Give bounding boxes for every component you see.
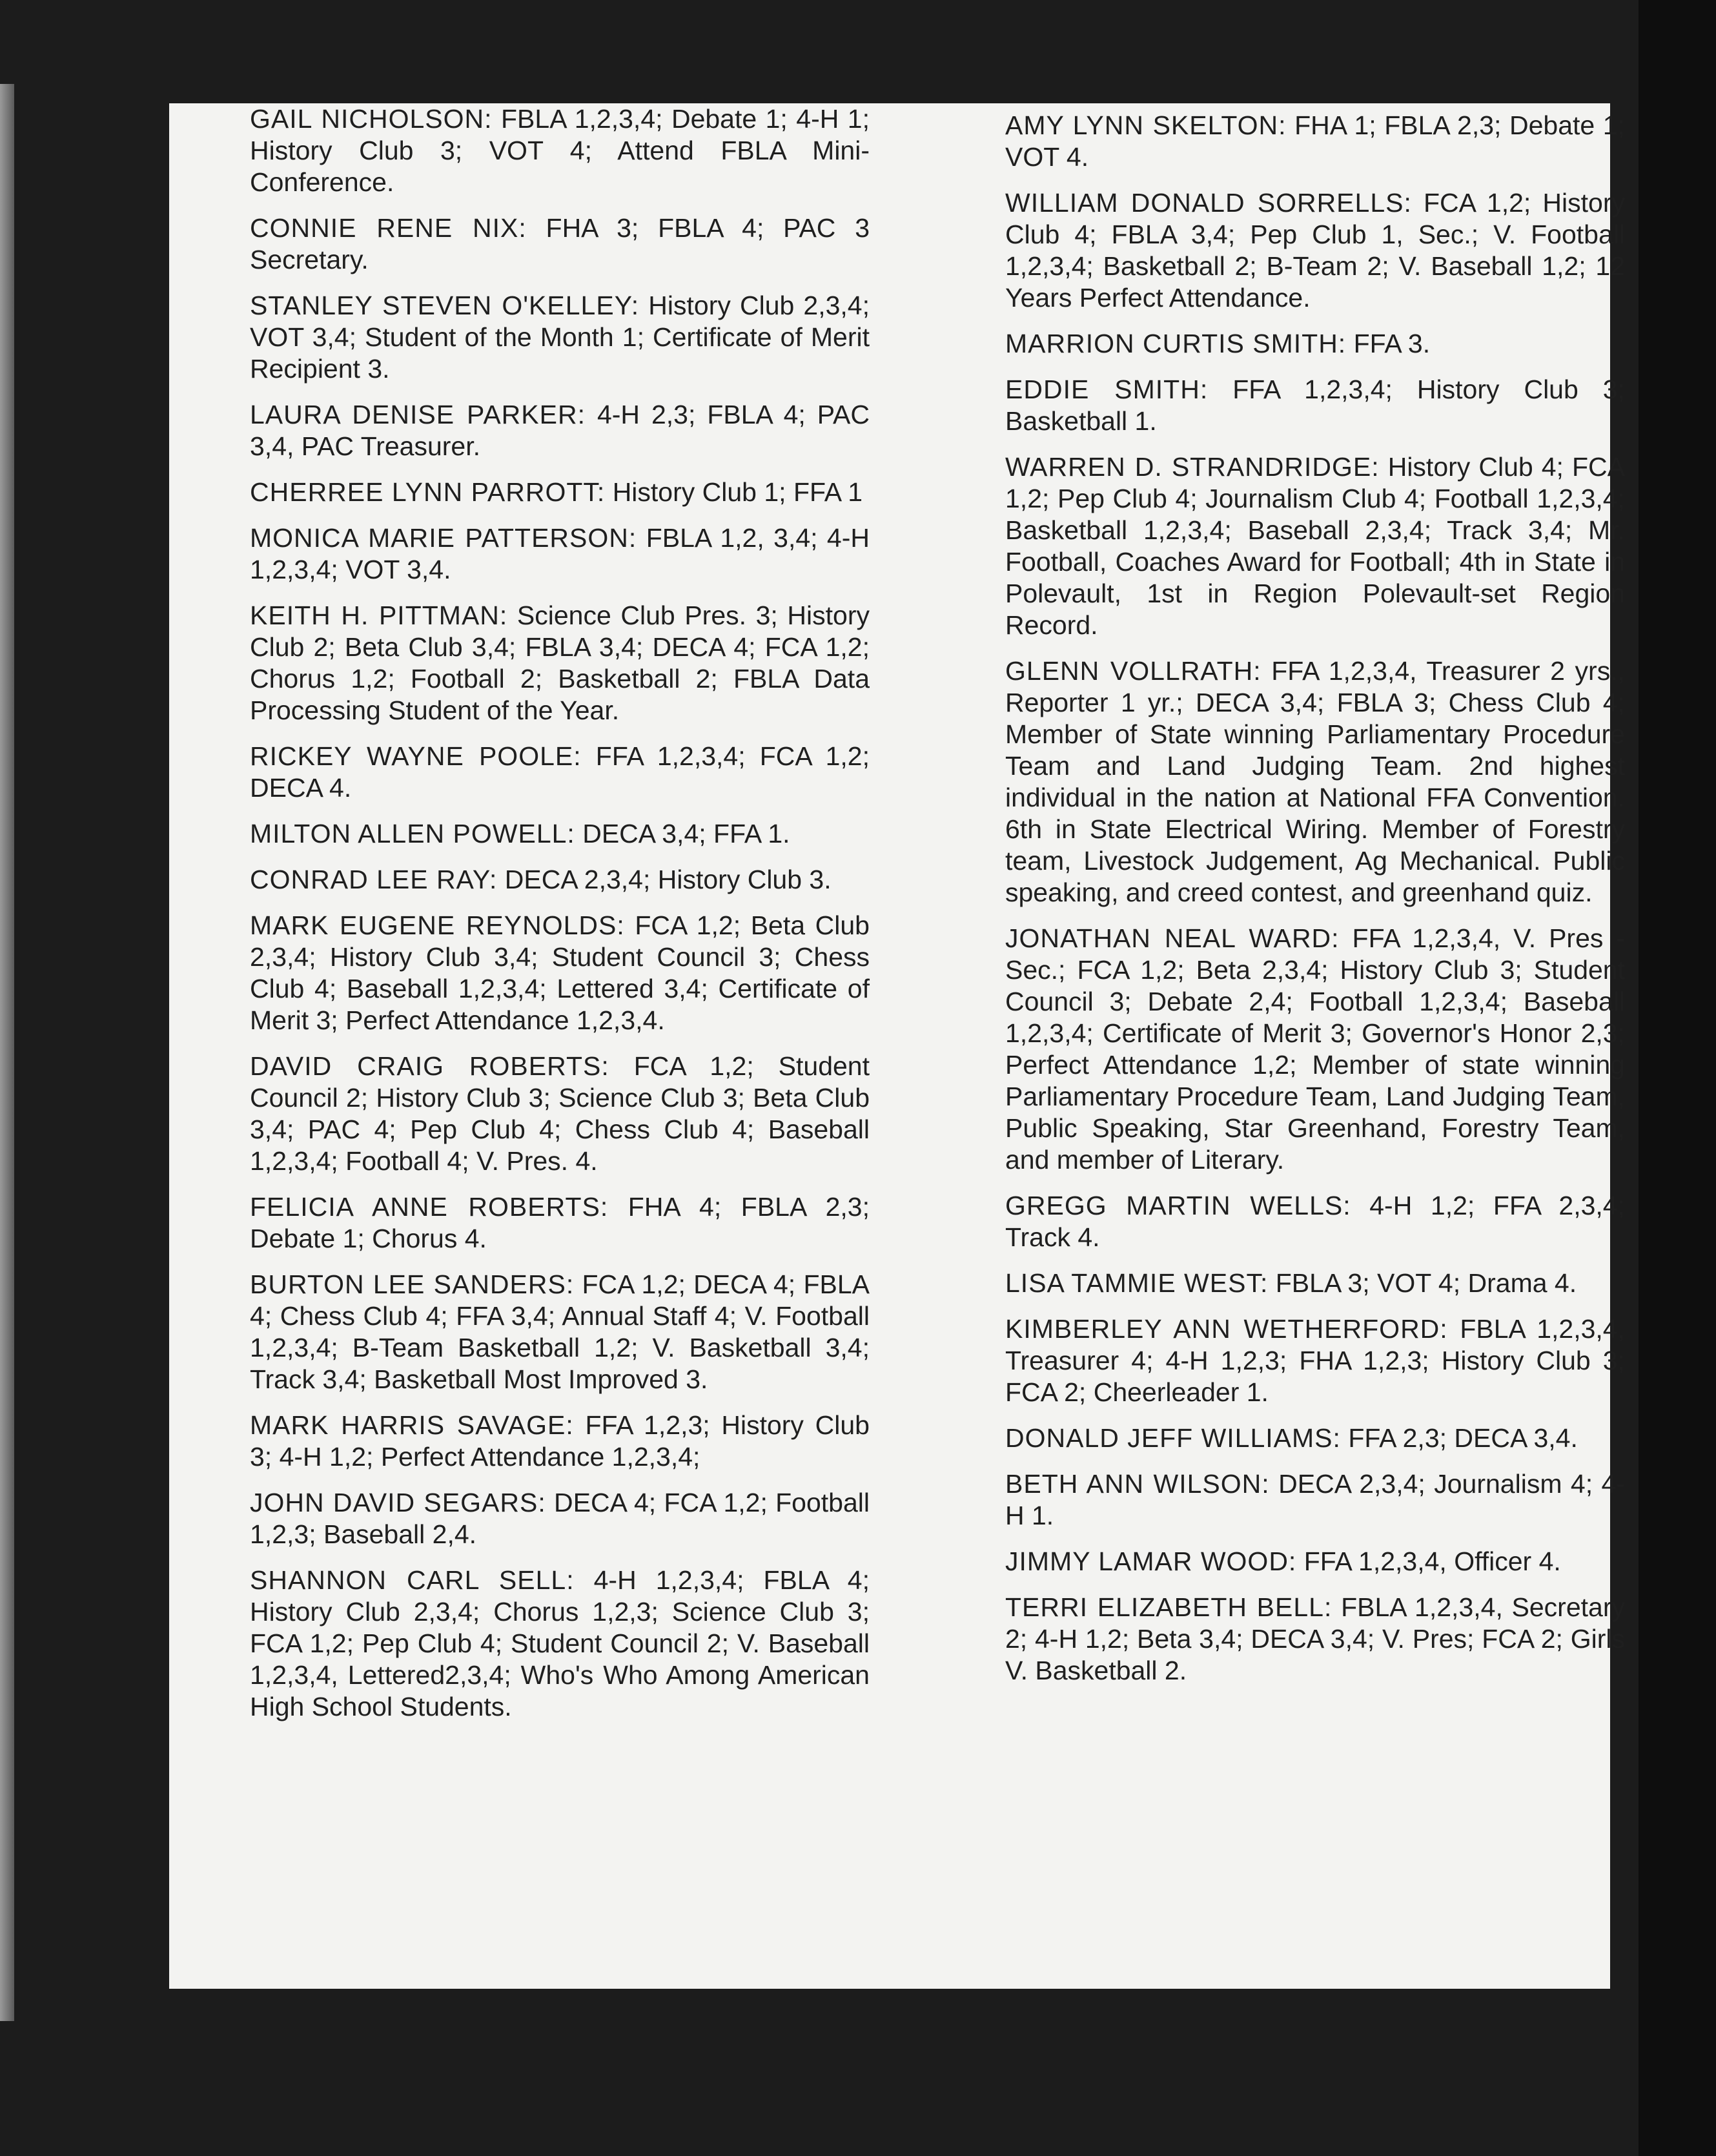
student-name: MARRION CURTIS SMITH: — [1005, 329, 1347, 358]
student-name: CONRAD LEE RAY: — [250, 865, 498, 894]
student-activities: FCA 1,2; Beta Club 2,3,4; History Club 3,4; Student Council 3; Chess Club 4; Baseball 1,2,3,4; Lettered 3,4; Certificate of Merit 3; Perfect Attendance 1,2,3,4. — [250, 910, 870, 1035]
student-name: LISA TAMMIE WEST: — [1005, 1268, 1269, 1298]
left-column — [250, 103, 870, 1737]
student-activities: FFA 3. — [1353, 329, 1431, 358]
student-activities: History Club 1; FFA 1 — [612, 477, 863, 507]
student-activities: FBLA 1,2,3,4; Debate 1; 4-H 1; History Club 3; VOT 4; Attend FBLA Mini-Conference. — [250, 104, 870, 197]
student-activities: Science Club Pres. 3; History Club 2; Beta Club 3,4; FBLA 3,4; DECA 4; FCA 1,2; Chorus 1,2; Football 2; Basketball 2; FBLA Data Processing Student of the Year. — [250, 601, 870, 725]
student-activities: FFA 1,2,3; History Club 3; 4-H 1,2; Perfect Attendance 1,2,3,4; — [250, 1410, 870, 1472]
senior-entry — [1005, 1468, 1625, 1532]
student-name: RICKEY WAYNE POOLE: — [250, 741, 582, 771]
senior-entry — [250, 1410, 870, 1473]
senior-entry — [250, 1191, 870, 1255]
student-name: DAVID CRAIG ROBERTS: — [250, 1051, 609, 1081]
student-name: TERRI ELIZABETH BELL: — [1005, 1592, 1333, 1622]
senior-entry — [1005, 1190, 1625, 1253]
student-activities: History Club 2,3,4; VOT 3,4; Student of the Month 1; Certificate of Merit Recipient 3. — [250, 291, 870, 384]
student-name: STANLEY STEVEN O'KELLEY: — [250, 291, 640, 320]
student-activities: FFA 1,2,3,4, V. Pres - Sec.; FCA 1,2; Beta 2,3,4; History Club 3; Student Council 3; Debate 2,4; Football 1,2,3,4; Baseball 1,2,3,4; Certificate of Merit 3; Governor's Honor 2,3; Perfect Attendance 1,2; Member of state winning Parliamentary Procedure Team, Land Judging Team, Public Speaking, Star Greenhand, Forestry Team, and member of Literary. — [1005, 923, 1625, 1175]
senior-entry — [250, 818, 870, 850]
senior-entry — [250, 1487, 870, 1550]
student-activities: FCA 1,2; Student Council 2; History Club 3; Science Club 3; Beta Club 3,4; PAC 4; Pep Club 4; Chess Club 4; Baseball 1,2,3,4; Football 4; V. Pres. 4. — [250, 1051, 870, 1176]
senior-entry — [250, 1565, 870, 1723]
student-activities: FFA 1,2,3,4; History Club 3; Basketball 1. — [1005, 375, 1625, 436]
student-name: MARK EUGENE REYNOLDS: — [250, 910, 625, 940]
senior-entry — [1005, 923, 1625, 1176]
student-activities: FBLA 1,2, 3,4; 4-H 1,2,3,4; VOT 3,4. — [250, 523, 870, 584]
student-activities: DECA 3,4; FFA 1. — [582, 819, 790, 848]
student-activities: FFA 1,2,3,4; FCA 1,2; DECA 4. — [250, 741, 870, 803]
student-name: WILLIAM DONALD SORRELLS: — [1005, 188, 1412, 218]
student-name: MARK HARRIS SAVAGE: — [250, 1410, 574, 1440]
student-activities: FFA 1,2,3,4, Officer 4. — [1303, 1546, 1561, 1576]
senior-entry — [250, 864, 870, 896]
student-name: CONNIE RENE NIX: — [250, 213, 527, 243]
senior-entry — [1005, 187, 1625, 314]
senior-entry — [250, 399, 870, 462]
student-activities: FFA 2,3; DECA 3,4. — [1348, 1423, 1578, 1453]
student-activities: FCA 1,2; History Club 4; FBLA 3,4; Pep Club 1, Sec.; V. Football 1,2,3,4; Basketball 2; B-Team 2; V. Baseball 1,2; 12 Years Perfect Attendance. — [1005, 188, 1625, 313]
student-name: WARREN D. STRANDRIDGE: — [1005, 452, 1380, 482]
student-name: FELICIA ANNE ROBERTS: — [250, 1192, 609, 1222]
senior-entry — [250, 910, 870, 1036]
senior-entry — [1005, 1592, 1625, 1687]
student-name: KEITH H. PITTMAN: — [250, 601, 508, 630]
student-name: LAURA DENISE PARKER: — [250, 400, 586, 429]
student-activities: FHA 3; FBLA 4; PAC 3 Secretary. — [250, 213, 870, 274]
student-activities: FBLA 3; VOT 4; Drama 4. — [1275, 1268, 1577, 1298]
student-name: AMY LYNN SKELTON: — [1005, 110, 1287, 140]
student-activities: 4-H 1,2; FFA 2,3,4; Track 4. — [1005, 1191, 1625, 1252]
student-name: EDDIE SMITH: — [1005, 375, 1209, 404]
page-shadow — [1639, 0, 1716, 2156]
senior-entry — [250, 600, 870, 726]
student-activities: FFA 1,2,3,4, Treasurer 2 yrs., Reporter 1 yr.; DECA 3,4; FBLA 3; Chess Club 4; Member of State winning Parliamentary Procedure Team and Land Judging Team. 2nd highest individual in the nation at National FFA Convention. 6th in State Electrical Wiring. Member of Forestry team, Livestock Judgement, Ag Mechanical. Public speaking, and creed contest, and greenhand quiz. — [1005, 656, 1625, 907]
student-name: KIMBERLEY ANN WETHERFORD: — [1005, 1314, 1448, 1344]
student-activities: DECA 2,3,4; History Club 3. — [504, 865, 832, 894]
student-name: DONALD JEFF WILLIAMS: — [1005, 1423, 1341, 1453]
student-name: BURTON LEE SANDERS: — [250, 1269, 575, 1299]
student-activities: FBLA 1,2,3,4, Secretary 2; 4-H 1,2; Beta 3,4; DECA 3,4; V. Pres; FCA 2; Girls V. Basketball 2. — [1005, 1592, 1625, 1685]
right-column — [1005, 110, 1625, 1701]
student-activities: 4-H 2,3; FBLA 4; PAC 3,4, PAC Treasurer. — [250, 400, 870, 461]
senior-entry — [250, 1269, 870, 1395]
senior-entry — [1005, 1268, 1625, 1299]
senior-entry — [250, 1051, 870, 1177]
senior-entry — [1005, 1313, 1625, 1408]
student-activities: FBLA 1,2,3,4, Treasurer 4; 4-H 1,2,3; FHA 1,2,3; History Club 3; FCA 2; Cheerleader 1. — [1005, 1314, 1625, 1407]
senior-entry — [250, 741, 870, 804]
student-name: MILTON ALLEN POWELL: — [250, 819, 575, 848]
student-name: CHERREE LYNN PARROTT: — [250, 477, 606, 507]
student-activities: 4-H 1,2,3,4; FBLA 4; History Club 2,3,4; Chorus 1,2,3; Science Club 3; FCA 1,2; Pep Club 4; Student Council 2; V. Baseball 1,2,3,4, Lettered2,3,4; Who's Who Among American High School Students. — [250, 1565, 870, 1721]
student-name: JONATHAN NEAL WARD: — [1005, 923, 1340, 953]
senior-entry — [1005, 451, 1625, 641]
student-activities: FCA 1,2; DECA 4; FBLA 4; Chess Club 4; FFA 3,4; Annual Staff 4; V. Football 1,2,3,4; B-Team Basketball 1,2; V. Basketball 3,4; Track 3,4; Basketball Most Improved 3. — [250, 1269, 870, 1394]
senior-entry — [1005, 328, 1625, 360]
senior-entry — [1005, 374, 1625, 437]
senior-entry — [250, 477, 870, 508]
student-activities: FHA 1; FBLA 2,3; Debate 1; VOT 4. — [1005, 110, 1625, 172]
student-activities: DECA 2,3,4; Journalism 4; 4-H 1. — [1005, 1469, 1625, 1530]
senior-entry — [1005, 1422, 1625, 1454]
student-activities: DECA 4; FCA 1,2; Football 1,2,3; Baseball 2,4. — [250, 1488, 870, 1549]
student-name: JIMMY LAMAR WOOD: — [1005, 1546, 1297, 1576]
student-name: GAIL NICHOLSON: — [250, 104, 493, 134]
student-activities: FHA 4; FBLA 2,3; Debate 1; Chorus 4. — [250, 1192, 870, 1253]
student-name: BETH ANN WILSON: — [1005, 1469, 1270, 1499]
senior-entry — [1005, 1546, 1625, 1577]
binding-edge — [0, 84, 14, 2021]
senior-entry — [250, 103, 870, 198]
student-name: GREGG MARTIN WELLS: — [1005, 1191, 1351, 1220]
student-name: MONICA MARIE PATTERSON: — [250, 523, 637, 553]
senior-entry — [1005, 110, 1625, 173]
senior-entry — [250, 290, 870, 385]
senior-entry — [250, 212, 870, 276]
student-name: JOHN DAVID SEGARS: — [250, 1488, 546, 1517]
student-name: SHANNON CARL SELL: — [250, 1565, 575, 1595]
student-activities: History Club 4; FCA 1,2; Pep Club 4; Journalism Club 4; Football 1,2,3,4; Basketball 1,2,3,4; Baseball 2,3,4; Track 3,4; Mr. Football, Coaches Award for Football; 4th in State in Polevault, 1st in Region Polevault-set Region Record. — [1005, 452, 1625, 640]
document-page — [169, 103, 1625, 1989]
senior-entry — [250, 522, 870, 586]
senior-entry — [1005, 655, 1625, 909]
student-name: GLENN VOLLRATH: — [1005, 656, 1261, 686]
